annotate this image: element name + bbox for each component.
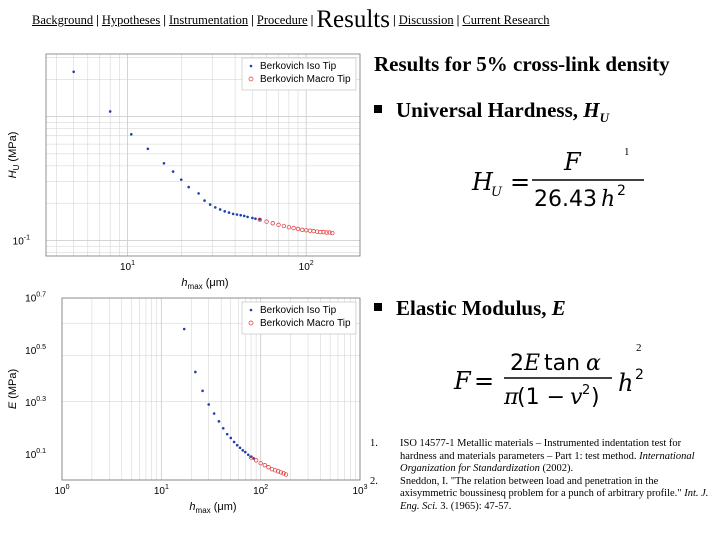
data-point-iso <box>236 213 239 216</box>
y-tick-label: $10^{0.5}$ <box>25 343 46 357</box>
svg-text:U: U <box>491 185 502 200</box>
svg-text:=: = <box>474 367 495 395</box>
nav-results-active[interactable]: Results <box>316 6 390 33</box>
x-axis-label-sub: max <box>187 282 203 290</box>
svg-text:F: F <box>454 367 471 395</box>
data-point-iso <box>236 444 239 447</box>
data-point-iso <box>228 211 231 214</box>
data-point-iso <box>233 441 236 444</box>
y-axis-label-sub: U <box>12 164 21 171</box>
bullet-hardness-symbol: H <box>583 98 600 122</box>
data-point-iso <box>209 203 212 206</box>
x-tick-exponent: 1 <box>131 260 135 267</box>
x-tick-label: $10^1$ <box>153 484 169 497</box>
nav-procedure[interactable]: Procedure <box>256 13 308 27</box>
reference-item <box>370 438 715 476</box>
bullet-elastic-modulus <box>374 296 566 321</box>
svg-text:h: h <box>618 369 634 397</box>
x-tick-exponent: 1 <box>164 484 169 491</box>
x-tick-exponent: 3 <box>363 484 368 491</box>
data-point-iso <box>239 446 242 449</box>
reference-italic: International Organization for Standardization <box>400 450 695 474</box>
nav-instrumentation[interactable]: Instrumentation <box>168 13 249 27</box>
modulus-chart <box>0 288 368 540</box>
y-tick-exponent: 0.1 <box>36 447 46 455</box>
nav-current-research[interactable]: Current Research <box>462 13 550 27</box>
svg-text:H: H <box>472 168 493 196</box>
data-point-iso <box>130 133 133 136</box>
nav-background[interactable]: Background <box>32 13 94 27</box>
data-point-iso <box>251 217 254 220</box>
legend-label: Berkovich Iso Tip <box>260 61 337 72</box>
nav-discussion[interactable]: Discussion <box>398 13 454 27</box>
nav-hypotheses[interactable]: Hypotheses <box>101 13 161 27</box>
bullet-hardness-subscript: U <box>599 110 609 126</box>
bullet-modulus-symbol: E <box>551 296 566 320</box>
nav-separator: | <box>392 13 396 27</box>
legend-marker-iso <box>250 309 253 312</box>
reference-text: ISO 14577-1 Metallic materials – Instrumented indentation test for hardness and materials parameters – Part 1: test method. <box>400 438 682 462</box>
slide-title: Results for 5% cross-link density <box>374 52 670 76</box>
nav-separator: | <box>456 13 460 27</box>
data-point-iso <box>194 371 197 374</box>
data-point-iso <box>203 199 206 202</box>
y-axis-label: E (MPa) <box>7 368 19 410</box>
hardness-equation <box>470 148 650 212</box>
reference-item <box>370 476 715 514</box>
svg-text:): ) <box>591 385 600 410</box>
x-tick-exponent: 0 <box>65 484 70 491</box>
svg-text:2: 2 <box>617 183 626 199</box>
data-point-iso <box>219 208 222 211</box>
y-tick-exponent: 0.7 <box>36 291 46 299</box>
references-list <box>370 438 715 513</box>
data-point-iso <box>183 328 186 331</box>
svg-text:=: = <box>510 168 531 196</box>
reference-number: 1. <box>370 438 378 449</box>
nav-separator: | <box>251 13 254 27</box>
data-point-iso <box>226 433 229 436</box>
data-point-iso <box>109 110 112 113</box>
x-tick-label: $10^0$ <box>54 484 70 497</box>
data-point-iso <box>254 217 257 220</box>
svg-text:v: v <box>570 385 583 410</box>
x-axis-label-sub: max <box>195 506 211 515</box>
bullet-hardness-label: Universal Hardness, <box>396 98 584 122</box>
modulus-equation <box>452 344 662 416</box>
x-axis-label-unit: (μm) <box>202 277 229 289</box>
data-point-iso <box>232 213 235 216</box>
data-point-iso <box>213 412 216 415</box>
y-tick-label: $10^{0.1}$ <box>25 447 46 461</box>
svg-text:h: h <box>601 187 616 212</box>
svg-text:26.43: 26.43 <box>534 187 597 212</box>
data-point-iso <box>201 390 204 393</box>
nav-separator: | <box>163 13 166 27</box>
data-point-iso <box>222 427 225 430</box>
x-tick-label: $10^2$ <box>298 260 314 273</box>
reference-italic: Int. J. Eng. Sci. <box>400 488 709 512</box>
hardness-chart <box>0 40 368 290</box>
data-point-iso <box>180 178 183 181</box>
svg-text:2: 2 <box>510 351 524 376</box>
data-point-iso <box>218 420 221 423</box>
equation-number-1: 1 <box>624 146 630 158</box>
x-axis-label: $h_{max}$ (μm) <box>189 501 237 515</box>
data-point-iso <box>247 453 250 456</box>
x-tick-label: $10^3$ <box>352 484 368 497</box>
data-point-iso <box>197 192 200 195</box>
bullet-square-icon <box>374 105 382 113</box>
y-axis-label-unit: (MPa) <box>7 131 19 165</box>
x-tick-exponent: 2 <box>264 484 269 491</box>
legend-label: Berkovich Macro Tip <box>260 74 351 85</box>
reference-text: Sneddon, I. "The relation between load and penetration in the axisymmetric boussinesq problem for a punch of arbitrary profile." <box>400 475 685 499</box>
x-tick-label: $10^2$ <box>253 484 269 497</box>
data-point-iso <box>187 186 190 189</box>
legend-marker-iso <box>250 65 253 68</box>
equation-number-2: 2 <box>636 342 642 354</box>
x-tick-exponent: 2 <box>309 260 314 267</box>
section-navigation <box>32 6 549 34</box>
legend-label: Berkovich Iso Tip <box>260 305 337 316</box>
svg-text:2: 2 <box>635 367 644 383</box>
data-point-macro <box>300 228 304 232</box>
bullet-universal-hardness <box>374 98 609 126</box>
data-point-macro <box>312 229 316 233</box>
x-axis-label: $h_{max}$ (μm) <box>181 277 229 290</box>
svg-text:2: 2 <box>582 383 591 398</box>
data-point-macro <box>263 463 267 467</box>
data-point-iso <box>147 147 150 150</box>
x-tick-label: $10^1$ <box>119 260 135 273</box>
data-point-iso <box>223 210 226 213</box>
svg-text:tan: tan <box>544 351 581 376</box>
bullet-modulus-label: Elastic Modulus, <box>396 296 552 320</box>
data-point-iso <box>207 403 210 406</box>
data-point-iso <box>243 215 246 218</box>
data-point-iso <box>72 70 75 73</box>
y-tick-label: $10^{0.7}$ <box>25 291 46 305</box>
nav-separator: | <box>96 13 99 27</box>
y-tick-exponent: -1 <box>23 234 30 242</box>
svg-text:E: E <box>524 351 541 376</box>
y-axis-label-unit: (MPa) <box>7 368 19 402</box>
data-point-iso <box>229 437 232 440</box>
data-point-iso <box>246 216 249 219</box>
reference-tail: 3. (1965): 47-57. <box>437 500 512 512</box>
y-tick-label: $10^{-1}$ <box>12 234 30 248</box>
data-point-iso <box>244 451 247 454</box>
reference-number: 2. <box>370 475 378 487</box>
data-point-macro <box>292 226 296 230</box>
bullet-square-icon <box>374 303 382 311</box>
svg-text:(1 −: (1 − <box>517 385 566 410</box>
data-point-macro <box>282 224 286 228</box>
y-tick-exponent: 0.5 <box>36 343 46 351</box>
data-point-iso <box>163 162 166 165</box>
legend-label: Berkovich Macro Tip <box>260 318 351 329</box>
svg-text:α: α <box>586 351 601 376</box>
data-point-macro <box>271 221 275 225</box>
x-axis-label-unit: (μm) <box>210 501 237 513</box>
svg-text:π: π <box>504 385 519 410</box>
reference-tail: (2002). <box>539 463 574 474</box>
data-point-iso <box>239 214 242 217</box>
data-point-iso <box>172 170 175 173</box>
y-tick-exponent: 0.3 <box>36 395 46 403</box>
data-point-macro <box>308 229 312 233</box>
svg-text:F: F <box>564 148 581 176</box>
y-tick-label: $10^{0.3}$ <box>25 395 46 409</box>
data-point-macro <box>267 465 271 469</box>
nav-separator: | <box>310 13 314 27</box>
data-point-iso <box>241 449 244 452</box>
y-axis-label: $H_U$ (MPa) <box>7 131 21 179</box>
data-point-iso <box>214 206 217 209</box>
